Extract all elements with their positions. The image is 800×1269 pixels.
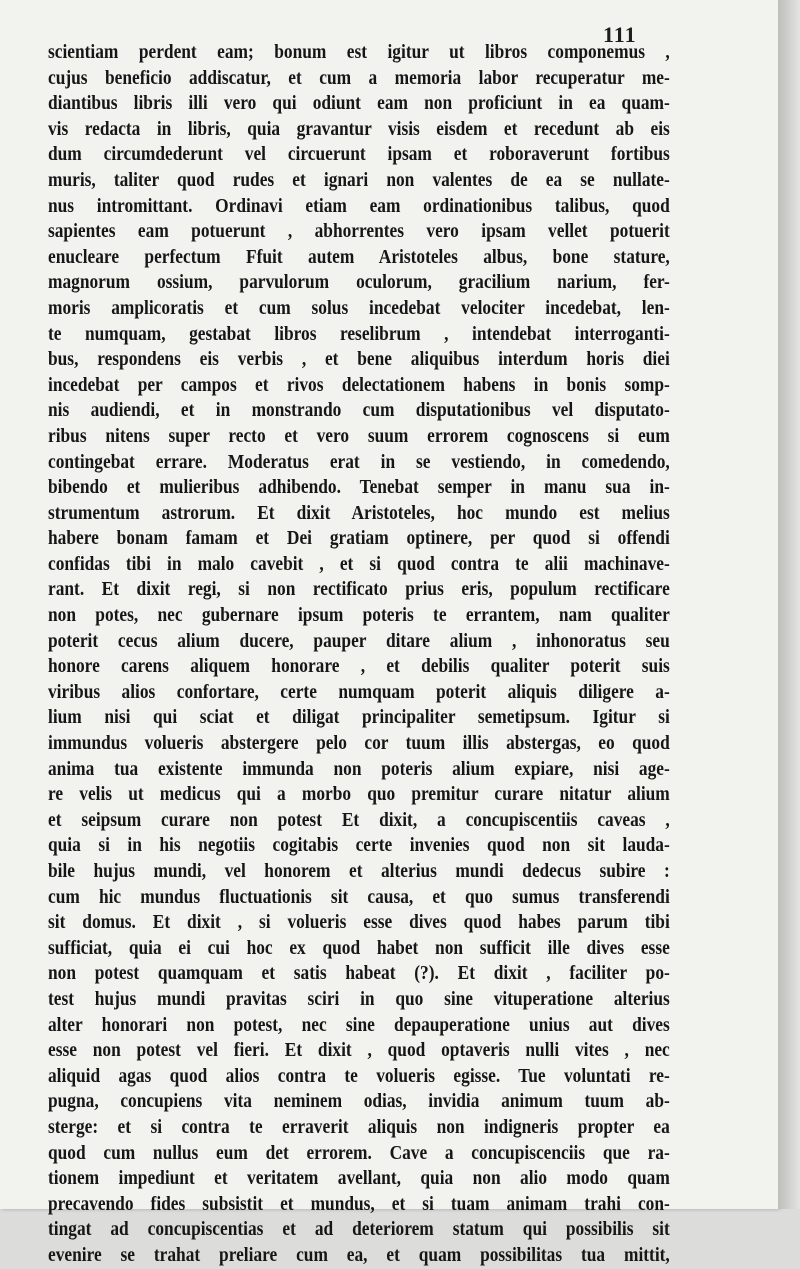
- text-line: bibendo et mulieribus adhibendo. Tenebat semper in manu sua in-: [48, 476, 670, 499]
- text-line: tingat ad concupiscentias et ad deteriorem statum qui possibilis sit: [48, 1218, 670, 1241]
- text-line: pugna, concupiens vita neminem odias, invidia animum tuum ab-: [48, 1090, 670, 1113]
- text-line: scientiam perdent eam; bonum est igitur ut libros componemus ,: [48, 41, 670, 63]
- text-line: confidas tibi in malo cavebit , et si quod contra te alii machinave-: [48, 552, 670, 575]
- text-line: precavendo fides subsistit et mundus, et si tuam animam trahi con-: [48, 1192, 670, 1215]
- text-line: nus intromittant. Ordinavi etiam eam ordinationibus talibus, quod: [48, 194, 670, 217]
- text-line: tionem impediunt et veritatem avellant, quia non alio modo quam: [48, 1167, 670, 1190]
- text-line: muris, taliter quod rudes et ignari non valentes de ea se nullate-: [48, 168, 670, 191]
- text-line: alter honorari non potest, nec sine depauperatione unius aut dives: [48, 1013, 670, 1036]
- text-line: ribus nitens super recto et vero suum errorem cognoscens si eum: [48, 424, 670, 447]
- text-line: vis redacta in libris, quia gravantur visis eisdem et recedunt ab eis: [48, 117, 670, 140]
- text-line: poterit cecus alium ducere, pauper ditare alium , inhonoratus seu: [48, 629, 670, 652]
- text-line: et seipsum curare non potest Et dixit, a concupiscentiis caveas ,: [48, 808, 670, 831]
- text-line: lium nisi qui sciat et diligat principaliter semetipsum. Igitur si: [48, 706, 670, 729]
- text-line: sufficiat, quia ei cui hoc ex quod habet non sufficit ille dives esse: [48, 936, 670, 959]
- page-edge: [778, 0, 800, 1209]
- page-number: 111: [603, 22, 637, 47]
- text-line: sterge: et si contra te erraverit aliquis non indigneris propter ea: [48, 1115, 670, 1138]
- text-line: esse non potest vel fieri. Et dixit , quod optaveris nulli vites , nec: [48, 1039, 670, 1062]
- text-line: viribus alios confortare, certe numquam poterit aliquis diligere a-: [48, 680, 670, 703]
- text-line: strumentum astrorum. Et dixit Aristoteles, hoc mundo est melius: [48, 501, 670, 524]
- text-line: immundus volueris abstergere pelo cor tuum illis abstergas, eo quod: [48, 732, 670, 755]
- text-line: bus, respondens eis verbis , et bene aliquibus interdum horis diei: [48, 348, 670, 371]
- text-line: evenire se trahat preliare cum ea, et quam possibilitas tua mittit,: [48, 1243, 670, 1266]
- text-line: diantibus libris illi vero qui odiunt eam non proficiunt in ea quam-: [48, 92, 670, 115]
- text-line: test hujus mundi pravitas sciri in quo sine vituperatione alterius: [48, 987, 670, 1010]
- text-line: enucleare perfectum Ffuit autem Aristoteles albus, bone stature,: [48, 245, 670, 268]
- text-line: quod cum nullus eum det errorem. Cave a concupiscenciis que ra-: [48, 1141, 670, 1164]
- text-line: anima tua existente immunda non poteris alium expiare, nisi age-: [48, 757, 670, 780]
- text-line: non potes, nec gubernare ipsum poteris te errantem, nam qualiter: [48, 604, 670, 627]
- text-line: sit domus. Et dixit , si volueris esse dives quod habes parum tibi: [48, 911, 670, 934]
- text-line: incedebat per campos et rivos delectationem habens in bonis somp-: [48, 373, 670, 396]
- text-line: honore carens aliquem honorare , et debilis qualiter poterit suis: [48, 655, 670, 678]
- text-line: re velis ut medicus qui a morbo quo premitur curare nitatur alium: [48, 783, 670, 806]
- text-line: cujus beneficio addiscatur, et cum a memoria labor recuperatur me-: [48, 66, 670, 89]
- text-line: te numquam, gestabat libros reselibrum , intendebat interroganti-: [48, 322, 670, 345]
- text-line: magnorum ossium, parvulorum oculorum, gracilium narium, fer-: [48, 271, 670, 294]
- text-line: bile hujus mundi, vel honorem et alterius mundi dedecus subire :: [48, 860, 670, 882]
- text-line: quia si in his negotiis cogitabis certe invenies quod non sit lauda-: [48, 834, 670, 857]
- text-line: nis audiendi, et in monstrando cum disputationibus vel disputato-: [48, 399, 670, 422]
- text-line: sapientes eam potuerunt , abhorrentes vero ipsam vellet potuerit: [48, 220, 670, 243]
- text-line: non potest quamquam et satis habeat (?). Et dixit , faciliter po-: [48, 962, 670, 985]
- text-line: dum circumdederunt vel circuerunt ipsam et roboraverunt fortibus: [48, 143, 670, 166]
- text-line: rant. Et dixit regi, si non rectificato prius eris, populum rectificare: [48, 578, 670, 601]
- text-line: aliquid agas quod alios contra te volueris egisse. Tue voluntati re-: [48, 1064, 670, 1087]
- text-line: habere bonam famam et Dei gratiam optinere, per quod si offendi: [48, 527, 670, 550]
- text-line: contingebat errare. Moderatus erat in se vestiendo, in comedendo,: [48, 450, 670, 473]
- text-line: moris amplicoratis et cum solus incedebat velociter incedebat, len-: [48, 296, 670, 319]
- body-text: [48, 40, 670, 1269]
- text-line: cum hic mundus fluctuationis sit causa, et quo sumus transferendi: [48, 885, 670, 908]
